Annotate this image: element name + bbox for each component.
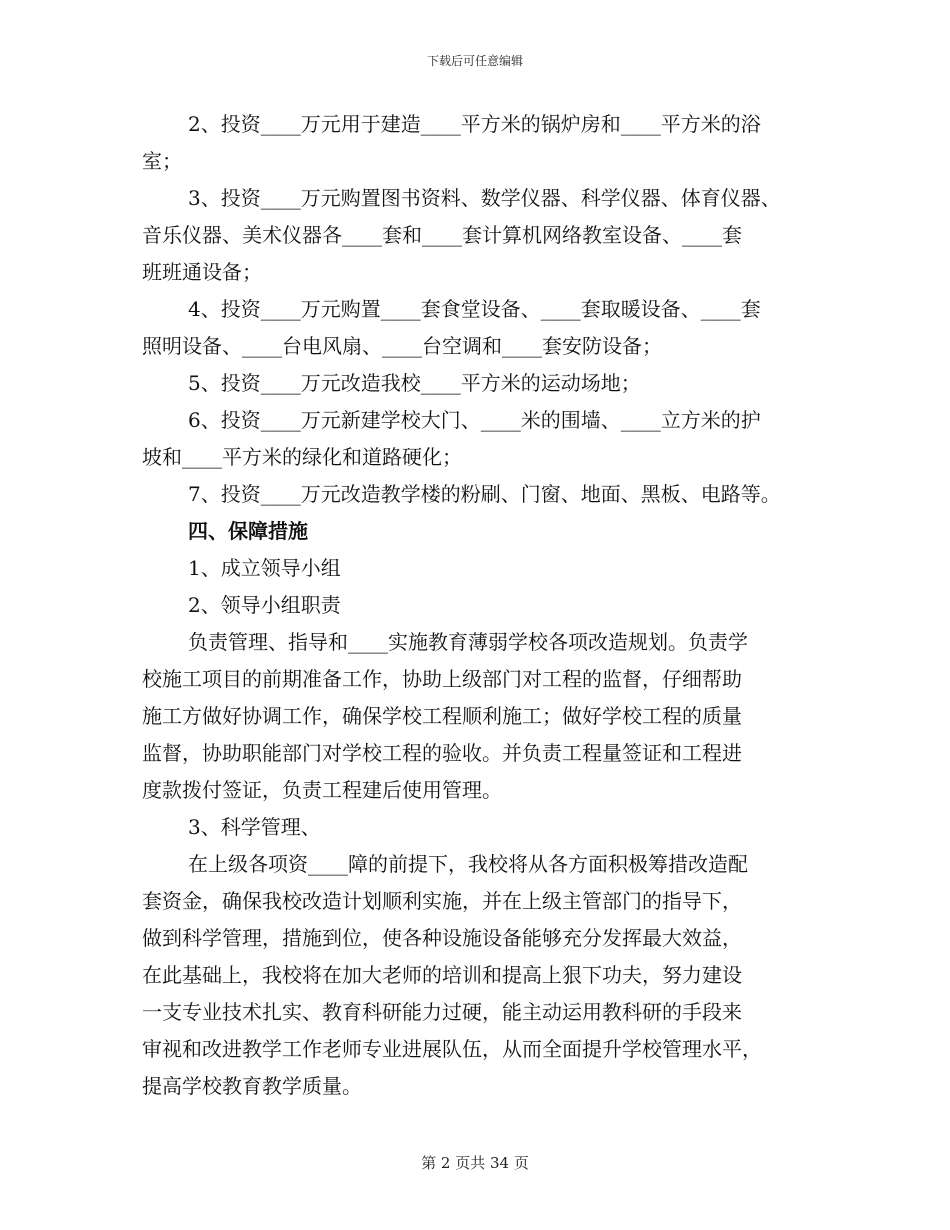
text-line: 室； — [142, 149, 182, 173]
text-line: 在上级各项资____障的前提下，我校将从各方面积极筹措改造配 — [188, 852, 748, 876]
text-line: 校施工项目的前期准备工作，协助上级部门对工程的监督，仔细帮助 — [142, 667, 742, 691]
text-line: 6、投资____万元新建学校大门、____米的围墙、____立方米的护 — [188, 408, 761, 432]
text-line: 做到科学管理，措施到位，使各种设施设备能够充分发挥最大效益， — [142, 926, 742, 950]
text-line: 施工方做好协调工作，确保学校工程顺利施工；做好学校工程的质量 — [142, 704, 742, 728]
text-line: 一支专业技术扎实、教育科研能力过硬，能主动运用教科研的手段来 — [142, 1000, 742, 1024]
text-line: 审视和改进教学工作老师专业进展队伍，从而全面提升学校管理水平， — [142, 1037, 762, 1061]
page-header-note: 下载后可任意编辑 — [426, 54, 523, 68]
page-footer: 第 2 页共 34 页 — [421, 1154, 529, 1172]
document-body — [142, 106, 832, 1105]
text-line: 5、投资____万元改造我校____平方米的运动场地； — [188, 371, 641, 395]
text-line: 3、投资____万元购置图书资料、数学仪器、科学仪器、体育仪器、 — [188, 186, 781, 210]
text-line: 负责管理、指导和____实施教育薄弱学校各项改造规划。负责学 — [188, 630, 748, 654]
text-line: 1、成立领导小组 — [188, 556, 341, 580]
text-line: 音乐仪器、美术仪器各____套和____套计算机网络教室设备、____套 — [142, 223, 742, 247]
section-heading: 四、保障措施 — [188, 519, 308, 543]
text-line: 班班通设备； — [142, 260, 262, 284]
text-line: 7、投资____万元改造教学楼的粉刷、门窗、地面、黑板、电路等。 — [188, 482, 781, 506]
text-line: 3、科学管理、 — [188, 815, 321, 839]
text-line: 套资金，确保我校改造计划顺利实施，并在上级主管部门的指导下， — [142, 889, 742, 913]
text-line: 在此基础上，我校将在加大老师的培训和提高上狠下功夫，努力建设 — [142, 963, 742, 987]
text-line: 2、领导小组职责 — [188, 593, 341, 617]
text-line: 坡和____平方米的绿化和道路硬化； — [142, 445, 462, 469]
text-line: 度款拨付签证，负责工程建后使用管理。 — [142, 778, 502, 802]
text-line: 提高学校教育教学质量。 — [142, 1074, 362, 1098]
text-line: 2、投资____万元用于建造____平方米的锅炉房和____平方米的浴 — [188, 112, 761, 136]
text-line: 监督，协助职能部门对学校工程的验收。并负责工程量签证和工程进 — [142, 741, 742, 765]
text-line: 照明设备、____台电风扇、____台空调和____套安防设备； — [142, 334, 662, 358]
text-line: 4、投资____万元购置____套食堂设备、____套取暖设备、____套 — [188, 297, 761, 321]
